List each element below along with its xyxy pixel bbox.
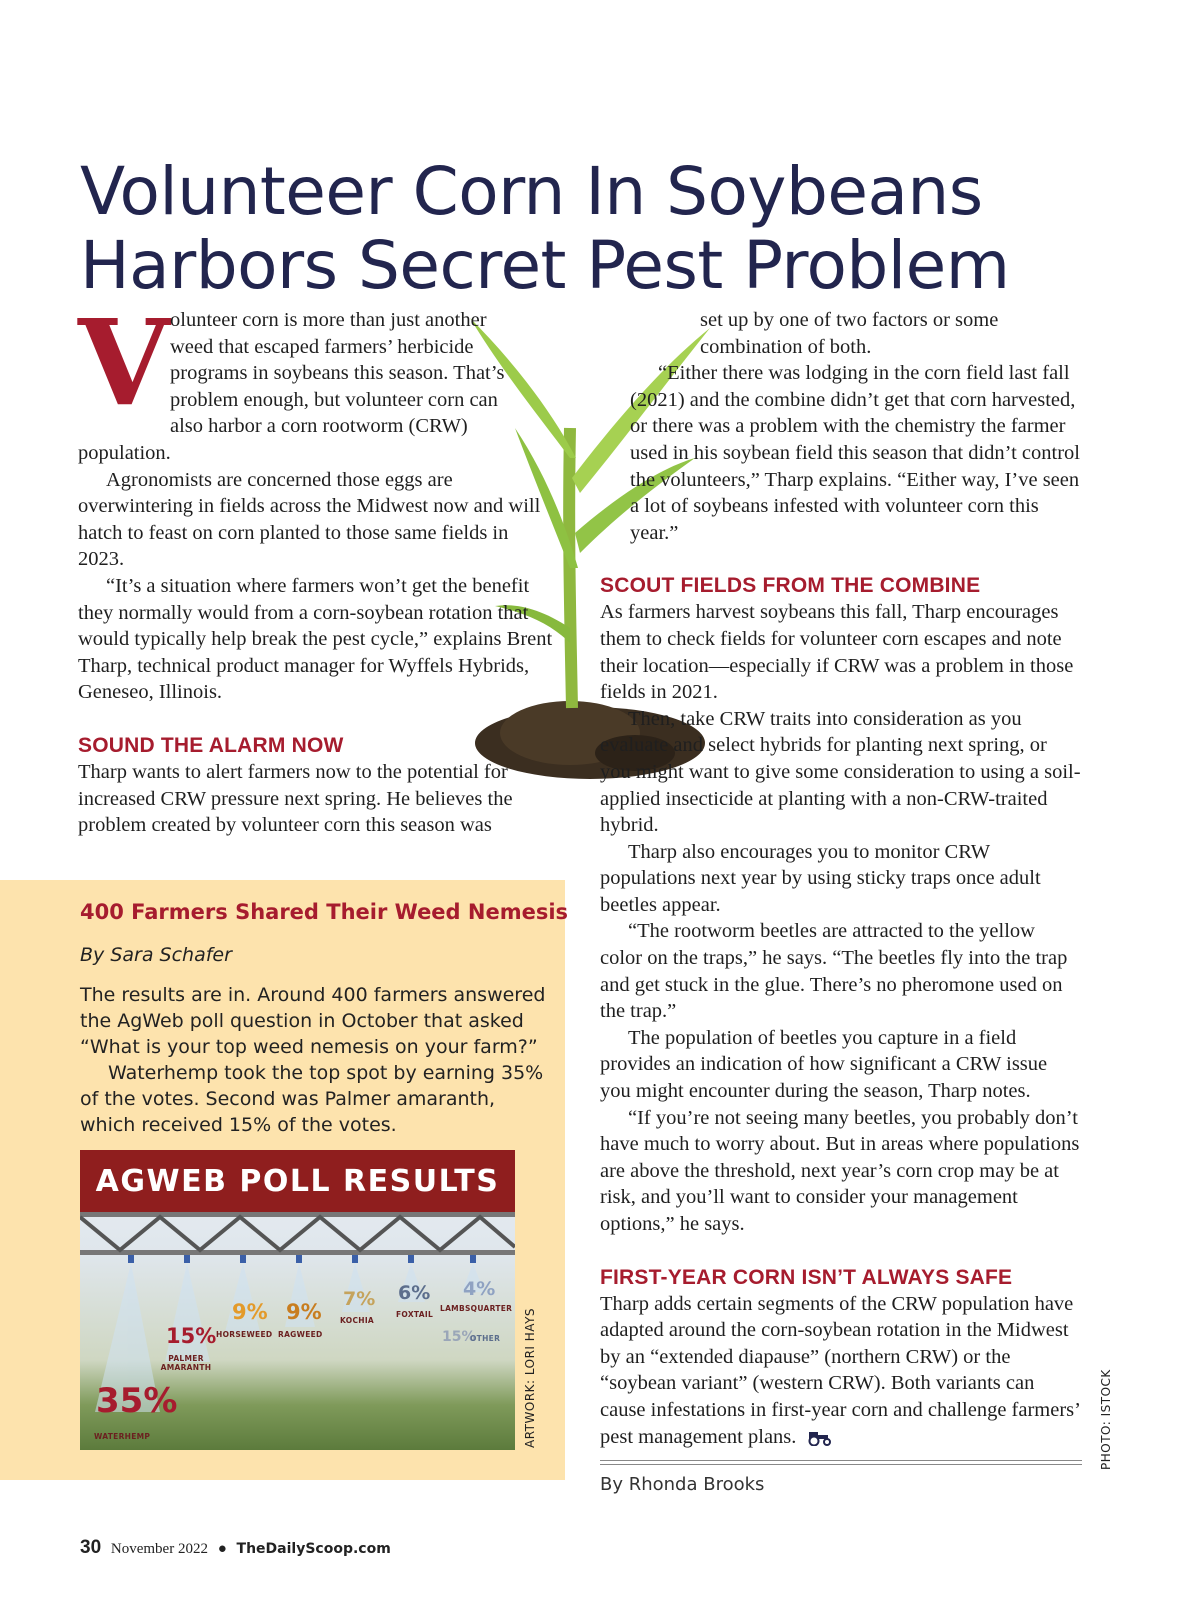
sidebar-paragraph: The results are in. Around 400 farmers answered the AgWeb poll question in October that asked “What is your top weed nemesis on your farm?” — [80, 984, 546, 1058]
poll-value-ragweed: 9% — [286, 1300, 322, 1324]
page-number: 30 — [80, 1537, 102, 1558]
photo-credit: PHOTO: ISTOCK — [1099, 1369, 1113, 1470]
poll-label-kochia: KOCHIA — [340, 1316, 375, 1325]
article-paragraph: Then, take CRW traits into consideration as you evaluate and select hybrids for planting next spring, or you might want to give some consideration to using a soil-applied insecticide at planting with a non-CRW-traited hybrid. — [600, 707, 1081, 837]
article-paragraph: “The rootworm beetles are attracted to the yellow color on the traps,” he says. “The beetles fly into the trap and get stuck in the glue. There’s no pheromone used on the trap.” — [600, 920, 1068, 1023]
article-paragraph: “If you’re not seeing many beetles, you probably don’t have much to worry about. But in areas where populations are above the threshold, next year’s corn crop may be at risk, and you’ll want to consider your management options,” he says. — [600, 1106, 1080, 1235]
drop-cap: V — [78, 293, 170, 432]
page-footer — [80, 1537, 391, 1559]
article-paragraph: The population of beetles you capture in a field provides an indication of how significant a CRW issue you might encounter during the season, Tharp notes. — [600, 1026, 1048, 1103]
article-paragraph: Agronomists are concerned those eggs are overwintering in fields across the Midwest now and will hatch to feast on corn planted to those same fields in 2023. — [78, 468, 541, 571]
poll-label-horseweed: HORSEWEED — [216, 1330, 273, 1339]
poll-label-ragweed: RAGWEED — [278, 1330, 323, 1339]
poll-value-horseweed: 9% — [232, 1300, 268, 1324]
poll-label-foxtail: FOXTAIL — [396, 1310, 434, 1319]
issue-date: November 2022 — [110, 1541, 208, 1557]
poll-value-other: 15% — [442, 1329, 476, 1345]
closing-paragraph-text: Tharp adds certain segments of the CRW population have adapted around the corn-soybean rotation in the Midwest by an “extended diapause” (northern CRW) or the “soybean variant” (western CRW). Both variants can cause infestations in first-year corn and challenge farmers’ pest management plans. — [600, 1292, 1080, 1448]
site-name: TheDailyScoop.com — [236, 1541, 391, 1557]
artwork-credit: ARTWORK: LORI HAYS — [523, 1307, 537, 1448]
sidebar-byline: By Sara Schafer — [80, 944, 232, 966]
title-line-1: Volunteer Corn In Soybeans — [80, 153, 983, 230]
article-paragraph: set up by one of two factors or some combination of both. — [700, 309, 999, 358]
section-heading: SCOUT FIELDS FROM THE COMBINE — [600, 574, 981, 598]
poll-graphic — [80, 1150, 515, 1450]
article-paragraph: Tharp also encourages you to monitor CRW populations next year by using sticky traps once adult beetles appear. — [600, 840, 1041, 916]
article-paragraph: “It’s a situation where farmers won’t get the benefit they normally would from a corn-soybean rotation that would typically help break the pest cycle,” explains Brent Tharp, technical product manager for Wyffels Hybrids, Geneseo, Illinois. — [78, 574, 553, 704]
article-column-1 — [78, 293, 558, 839]
title-line-2: Harbors Secret Pest Problem — [80, 227, 1010, 304]
poll-value-kochia: 7% — [343, 1288, 376, 1310]
poll-value-lambsquarter: 4% — [463, 1278, 496, 1300]
article-paragraph — [600, 1291, 1082, 1451]
article-column-2 — [600, 307, 1082, 1450]
poll-label-palmer: PALMER AMARANTH — [160, 1354, 212, 1372]
poll-label-waterhemp: WATERHEMP — [94, 1432, 151, 1441]
article-paragraph: olunteer corn is more than just another weed that escaped farmers’ herbicide programs in soybeans this season. That’s problem enough, but volunteer corn can also harbor a corn rootworm (CRW) population. — [78, 309, 505, 464]
tractor-end-icon — [806, 1430, 834, 1446]
footer-bullet: ● — [217, 1541, 227, 1557]
article-paragraph: Tharp wants to alert farmers now to the potential for increased CRW pressure next spring. He believes the problem created by volunteer corn this season was — [78, 760, 513, 837]
poll-value-foxtail: 6% — [398, 1282, 431, 1304]
poll-value-palmer: 15% — [166, 1324, 217, 1348]
byline-divider — [600, 1460, 1082, 1465]
sidebar-title: 400 Farmers Shared Their Weed Nemesis — [80, 900, 569, 924]
page-title — [80, 155, 1140, 303]
section-heading: FIRST-YEAR CORN ISN’T ALWAYS SAFE — [600, 1265, 1013, 1289]
sidebar-paragraph: Waterhemp took the top spot by earning 35% of the votes. Second was Palmer amaranth, which received 15% of the votes. — [80, 1062, 544, 1136]
poll-label-lambsquarter: LAMBSQUARTER — [440, 1304, 513, 1313]
section-heading: SOUND THE ALARM NOW — [78, 733, 344, 757]
poll-heading: AGWEB POLL RESULTS — [80, 1150, 515, 1212]
poll-label-other: OTHER — [470, 1334, 501, 1343]
sidebar-body — [80, 982, 550, 1138]
article-paragraph: “Either there was lodging in the corn field last fall (2021) and the combine didn’t get that corn harvested, or there was a problem with the chemistry the farmer used in his soybean field this season that didn’t control the volunteers,” Tharp explains. “Either way, I’ve seen a lot of soybeans infested with volunteer corn this year.” — [630, 362, 1080, 544]
article-paragraph: As farmers harvest soybeans this fall, Tharp encourages them to check fields for volunteer corn escapes and note their location—especially if CRW was a problem in those fields in 2021. — [600, 601, 1074, 704]
poll-value-waterhemp: 35% — [96, 1381, 178, 1421]
article-byline: By Rhonda Brooks — [600, 1474, 765, 1495]
